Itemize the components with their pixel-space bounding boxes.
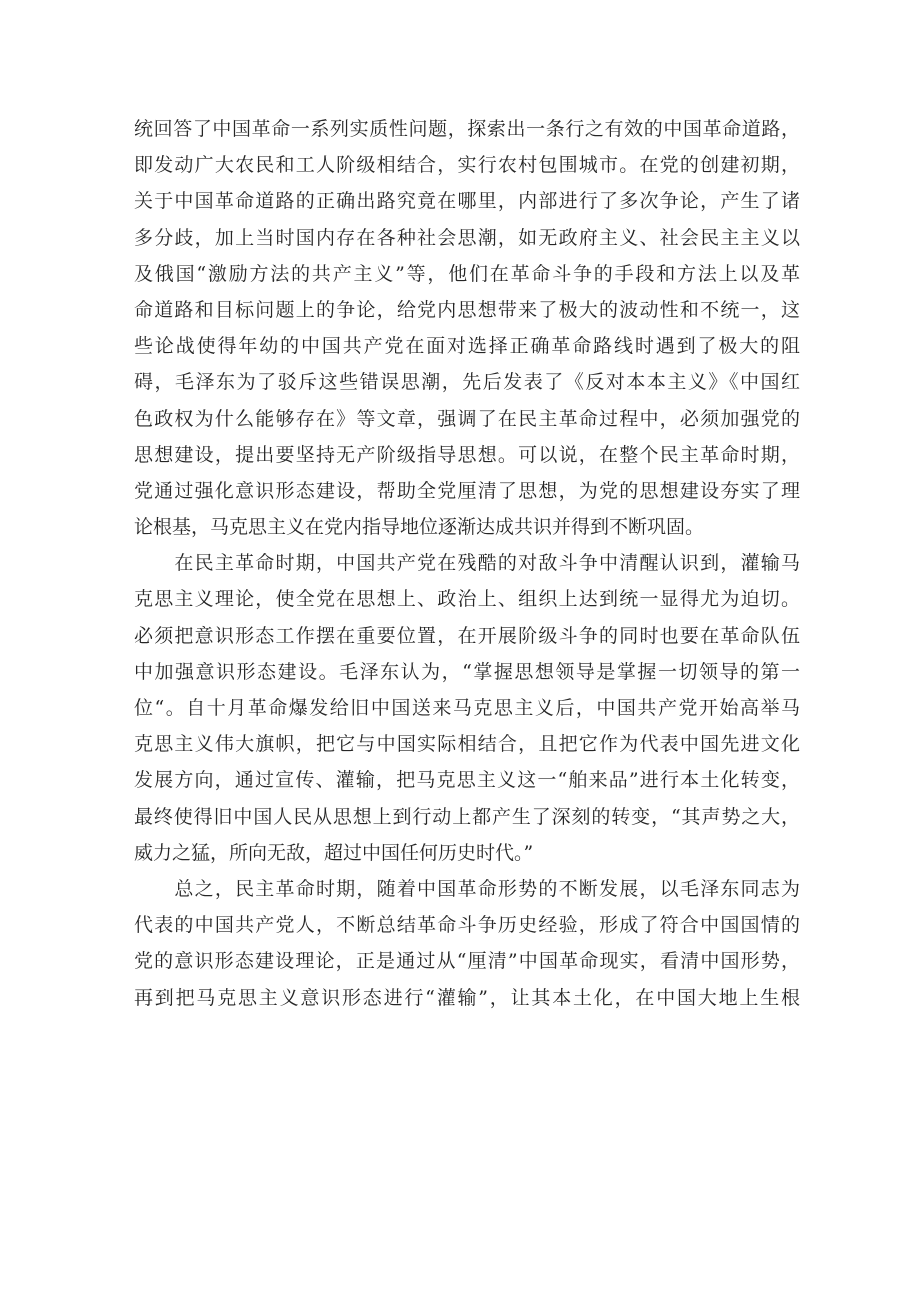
text-line: 代表的中国共产党人，不断总结革命斗争历史经验，形成了符合中国国情的 <box>134 914 800 937</box>
document-body <box>134 111 800 1016</box>
text-line: 在民主革命时期，中国共产党在残酷的对敌斗争中清醒认识到，灌输马 <box>134 552 800 575</box>
text-line: 些论战使得年幼的中国共产党在面对选择正确革命路线时遇到了极大的阻 <box>134 335 800 358</box>
paragraph-1 <box>134 111 800 545</box>
text-line: 必须把意识形态工作摆在重要位置，在开展阶级斗争的同时也要在革命队伍 <box>134 624 800 647</box>
text-line: 再到把马克思主义意识形态进行“灌输”，让其本土化，在中国大地上生根 <box>134 986 800 1009</box>
text-line: 最终使得旧中国人民从思想上到行动上都产生了深刻的转变，“其声势之大， <box>134 805 800 828</box>
text-line: 即发动广大农民和工人阶级相结合，实行农村包围城市。在党的创建初期， <box>134 154 800 177</box>
text-line: 克思主义伟大旗帜，把它与中国实际相结合，且把它作为代表中国先进文化 <box>134 733 800 756</box>
text-line: 碍，毛泽东为了驳斥这些错误思潮，先后发表了《反对本本主义》《中国红 <box>134 371 800 394</box>
text-line: 色政权为什么能够存在》等文章，强调了在民主革命过程中，必须加强党的 <box>134 407 800 430</box>
text-line: 论根基，马克思主义在党内指导地位逐渐达成共识并得到不断巩固。 <box>134 516 705 539</box>
text-line: 统回答了中国革命一系列实质性问题，探索出一条行之有效的中国革命道路， <box>134 118 800 140</box>
text-line: 位“。自十月革命爆发给旧中国送来马克思主义后，中国共产党开始高举马 <box>134 697 800 719</box>
text-line: 克思主义理论，使全党在思想上、政治上、组织上达到统一显得尤为迫切。 <box>134 588 800 611</box>
text-line: 党的意识形态建设理论，正是通过从“厘清”中国革命现实，看清中国形势， <box>134 950 800 973</box>
text-line: 命道路和目标问题上的争论，给党内思想带来了极大的波动性和不统一，这 <box>134 298 800 321</box>
text-line: 总之，民主革命时期，随着中国革命形势的不断发展，以毛泽东同志为 <box>134 877 800 900</box>
text-line: 及俄国“激励方法的共产主义”等，他们在革命斗争的手段和方法上以及革 <box>134 262 800 285</box>
text-line: 关于中国革命道路的正确出路究竟在哪里，内部进行了多次争论，产生了诸 <box>134 190 800 213</box>
paragraph-3 <box>134 871 800 1016</box>
text-line: 思想建设，提出要坚持无产阶级指导思想。可以说，在整个民主革命时期， <box>134 443 800 466</box>
text-line: 多分歧，加上当时国内存在各种社会思潮，如无政府主义、社会民主主义以 <box>134 226 800 249</box>
text-line: 发展方向，通过宣传、灌输，把马克思主义这一“舶来品”进行本土化转变， <box>134 769 800 792</box>
text-line: 中加强意识形态建设。毛泽东认为，“掌握思想领导是掌握一切领导的第一 <box>134 660 800 683</box>
text-line: 威力之猛，所向无敌，超过中国任何历史时代。” <box>134 841 534 864</box>
paragraph-2 <box>134 545 800 871</box>
text-line: 党通过强化意识形态建设，帮助全党厘清了思想，为党的思想建设夯实了理 <box>134 479 800 502</box>
